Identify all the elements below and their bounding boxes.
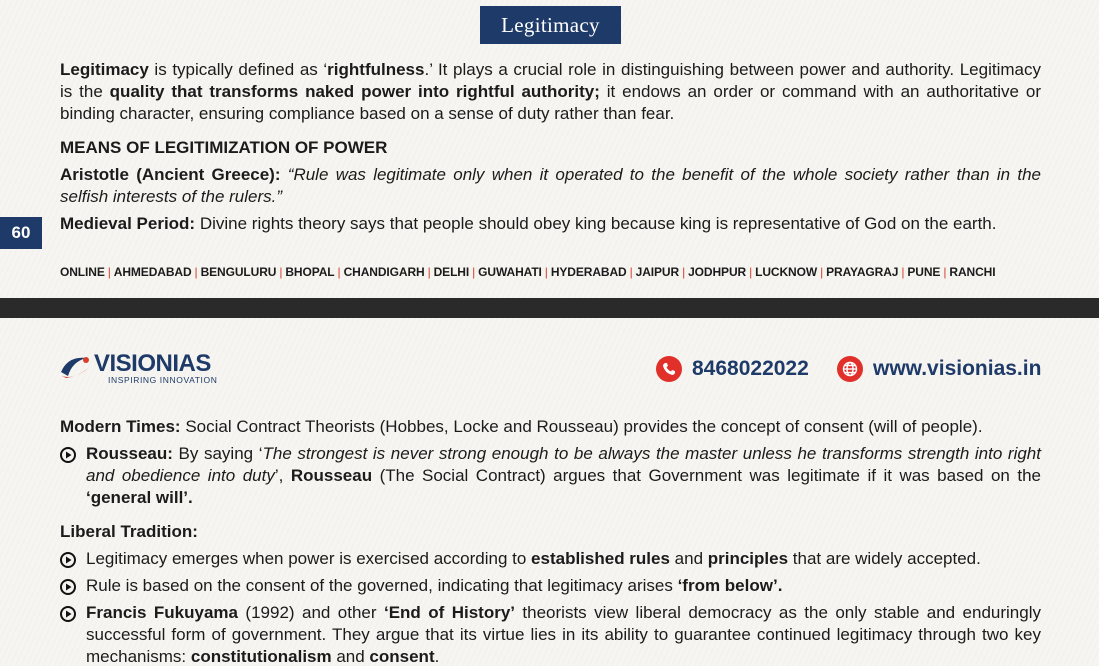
phone-number[interactable]: 8468022022 [692,357,809,380]
city-name: PRAYAGRAJ [826,265,899,279]
logo-name-ias: IAS [172,350,211,377]
section-title: Legitimacy [480,6,621,44]
text: .’ It plays a crucial role in distinguishing between power and authority. Legitimacy is the [60,60,1041,101]
text: that are widely accepted. [788,549,981,568]
city-name: GUWAHATI [478,265,542,279]
city-separator: | [749,265,753,279]
phone-icon [656,356,682,382]
visionias-logo [58,352,217,386]
liberal-item-2 [60,575,1041,597]
rousseau-item [60,443,1041,509]
city-separator: | [629,265,633,279]
text: theorists view liberal democracy as the only stable and enduringly successful form of government. They argue that its virtue lies in its ability to guarantee continued legitimacy through two key mechanisms: [86,603,1041,666]
text: By saying ‘ [172,444,263,463]
city-name: HYDERABAD [550,265,627,279]
modern-paragraph [60,416,1041,438]
logo-mark-icon [58,352,92,382]
city-name: JAIPUR [635,265,680,279]
city-name: ONLINE [60,265,105,279]
text: it endows an order or command with an authoritative or binding character, ensuring compliance based on a sense of duty rather than fear. [60,82,1041,123]
city-separator: | [820,265,824,279]
city-separator: | [472,265,476,279]
city-separator: | [427,265,431,279]
modern-label: Modern Times: [60,417,181,436]
means-heading: MEANS OF LEGITIMIZATION OF POWER [60,138,388,157]
play-bullet-icon [60,579,76,595]
fukuyama: Francis Fukuyama [86,603,238,622]
end-of-history: ‘End of History’ [383,603,515,622]
page-divider [0,298,1099,318]
text: is typically defined as ‘ [148,60,328,79]
city-name: LUCKNOW [755,265,818,279]
city-name: CHANDIGARH [343,265,425,279]
phone-contact[interactable] [656,355,809,383]
text: (The Social Contract) argues that Government was legitimate if it was based on the [372,466,1041,485]
liberal-item-1 [60,548,1041,570]
text: (1992) and other [238,603,384,622]
city-name: RANCHI [949,265,996,279]
logo-name-vision: VISION [94,350,173,377]
rousseau-quote: The strongest is never strong enough to be always the master unless he transforms strength into right and obedience into duty [86,444,1041,485]
medieval-label: Medieval Period: [60,214,196,233]
city-separator: | [107,265,111,279]
city-list [60,265,1041,279]
rousseau-label: Rousseau: [86,444,173,463]
text: Social Contract Theorists (Hobbes, Locke and Rousseau) provides the concept of consent (will of people). [180,417,983,436]
general-will: ‘general will’. [86,488,193,507]
text: Legitimacy emerges when power is exercised according to [86,549,532,568]
play-bullet-icon [60,606,76,622]
page-number: 60 [0,217,42,249]
city-name: JODHPUR [688,265,747,279]
city-separator: | [337,265,341,279]
intro-paragraph [60,59,1041,125]
aristotle-label: Aristotle (Ancient Greece): [60,165,281,184]
play-bullet-icon [60,447,76,463]
liberal-item-3 [60,602,1041,666]
city-name: PUNE [907,265,941,279]
city-separator: | [544,265,548,279]
text: and [669,549,708,568]
globe-icon [837,356,863,382]
city-name: BENGULURU [200,265,277,279]
city-name: DELHI [433,265,470,279]
website-contact[interactable] [837,355,1041,383]
logo-tagline: INSPIRING INNOVATION [108,375,218,385]
text: ’, [274,466,291,485]
aristotle-quote: “Rule was legitimate only when it operated to the benefit of the whole society rather than in the selfish interests of the rulers.” [60,165,1041,206]
city-separator: | [682,265,686,279]
term-rightfulness: rightfulness [327,60,425,79]
city-separator: | [194,265,198,279]
from-below: ‘from below’. [677,576,783,595]
aristotle-paragraph [60,164,1041,208]
play-bullet-icon [60,552,76,568]
principles: principles [707,549,789,568]
consent: consent [369,647,435,666]
text: and [331,647,370,666]
text: Rule is based on the consent of the governed, indicating that legitimacy arises [86,576,678,595]
city-name: AHMEDABAD [113,265,192,279]
liberal-heading: Liberal Tradition: [60,522,198,541]
website-link[interactable]: www.visionias.in [873,357,1042,380]
medieval-paragraph [60,213,1041,235]
key-phrase: quality that transforms naked power into rightful authority; [109,82,600,101]
term-legitimacy: Legitimacy [60,60,149,79]
text: . [434,647,440,666]
established-rules: established rules [531,549,670,568]
text: Divine rights theory says that people should obey king because king is representative of God on the earth. [195,214,997,233]
constitutionalism: constitutionalism [190,647,332,666]
city-name: BHOPAL [285,265,335,279]
city-separator: | [943,265,947,279]
city-separator: | [901,265,905,279]
city-separator: | [279,265,283,279]
rousseau-name: Rousseau [290,466,373,485]
